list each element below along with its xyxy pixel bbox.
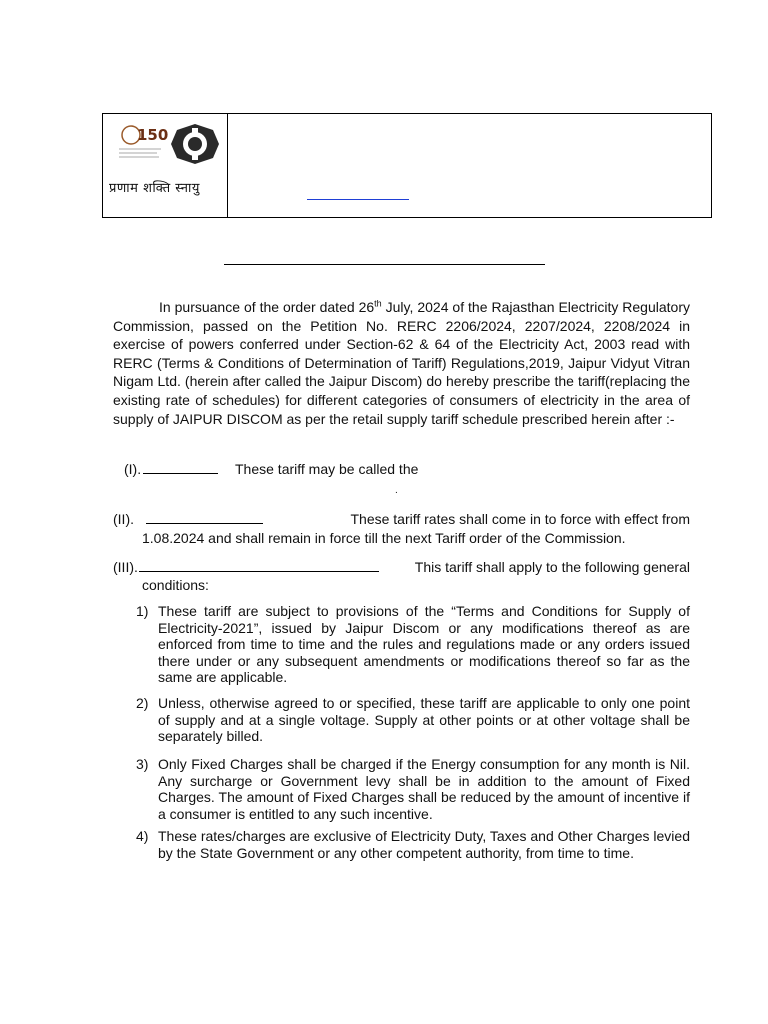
clause-2-text-line2: 1.08.2024 and shall remain in force till the next Tariff order of the Commission. xyxy=(142,530,626,546)
clause-3-text-line2: conditions: xyxy=(142,577,209,593)
intro-paragraph xyxy=(113,298,690,428)
150-years-logo xyxy=(117,122,169,164)
intro-text-part1: In pursuance of the order dated 26 xyxy=(159,299,375,315)
logo-cell xyxy=(103,114,228,217)
condition-3-number: 3) xyxy=(136,756,149,772)
condition-1-text: These tariff are subject to provisions of the “Terms and Conditions for Supply of Electricity-2021”, issued by Jaipur Discom or any modifications thereof as are enforced from time to time and the rules and regulations made or any orders issued there under or any subsequent amendments or modifications thereof so far as the same are applicable. xyxy=(158,603,690,686)
condition-4-text: These rates/charges are exclusive of Electricity Duty, Taxes and Other Charges levied by the State Government or any other competent authority, from time to time. xyxy=(158,828,690,861)
clause-1-dot: . xyxy=(395,485,398,496)
clause-3-text-line1: This tariff shall apply to the following general xyxy=(414,559,690,575)
clause-2-text-line1: These tariff rates shall come in to force with effect from xyxy=(350,511,690,527)
intro-text-part2: July, 2024 of the Rajasthan Electricity Regulatory Commission, passed on the Petition No. RERC 2206/2024, 2207/2024, 2208/2024 in exercise of powers conferred under Section-62 & 64 of the Electricity Act, 2003 read with RERC (Terms & Conditions of Determination of Tariff) Regulations,2019, Jaipur Vidyut Vitran Nigam Ltd. (herein after called the Jaipur Discom) do hereby prescribe the tariff(replacing the existing rate of schedules) for different categories of consumers of electricity in the area of supply of JAIPUR DISCOM as per the retail supply tariff schedule prescribed herein after :- xyxy=(113,299,690,427)
condition-1-number: 1) xyxy=(136,603,149,619)
condition-3-text: Only Fixed Charges shall be charged if the Energy consumption for any month is Nil. Any surcharge or Government levy shall be in addition to the amount of Fixed Charges. The amount of Fixed Charges shall be reduced by the amount of incentive if a consumer is entitled to any such incentive. xyxy=(158,756,690,822)
clause-3-number: (III). xyxy=(113,559,138,575)
clause-3 xyxy=(113,558,690,577)
condition-4-number: 4) xyxy=(136,828,149,844)
condition-2-number: 2) xyxy=(136,695,149,711)
clause-2-blank xyxy=(146,523,263,524)
motto-text: प्रणाम शक्ति स्नायु xyxy=(109,181,200,196)
header-link-underline[interactable] xyxy=(307,199,409,200)
logo-150-number: 150 xyxy=(137,126,169,144)
condition-2-text: Unless, otherwise agreed to or specified, these tariff are applicable to only one point of supply and at a single voltage. Supply at other points or at other voltage shall be separately billed. xyxy=(158,695,690,745)
discom-emblem-icon xyxy=(169,122,221,166)
clause-1 xyxy=(124,460,418,479)
letterhead-box xyxy=(102,113,712,218)
clause-1-blank xyxy=(143,473,218,474)
clause-1-text: These tariff may be called the xyxy=(235,461,419,477)
clause-2 xyxy=(113,510,690,529)
title-underline xyxy=(224,264,545,265)
clause-1-number: (I). xyxy=(124,461,142,477)
clause-2-number: (II). xyxy=(113,511,134,527)
intro-superscript: th xyxy=(374,298,382,309)
clause-3-blank xyxy=(139,571,379,572)
